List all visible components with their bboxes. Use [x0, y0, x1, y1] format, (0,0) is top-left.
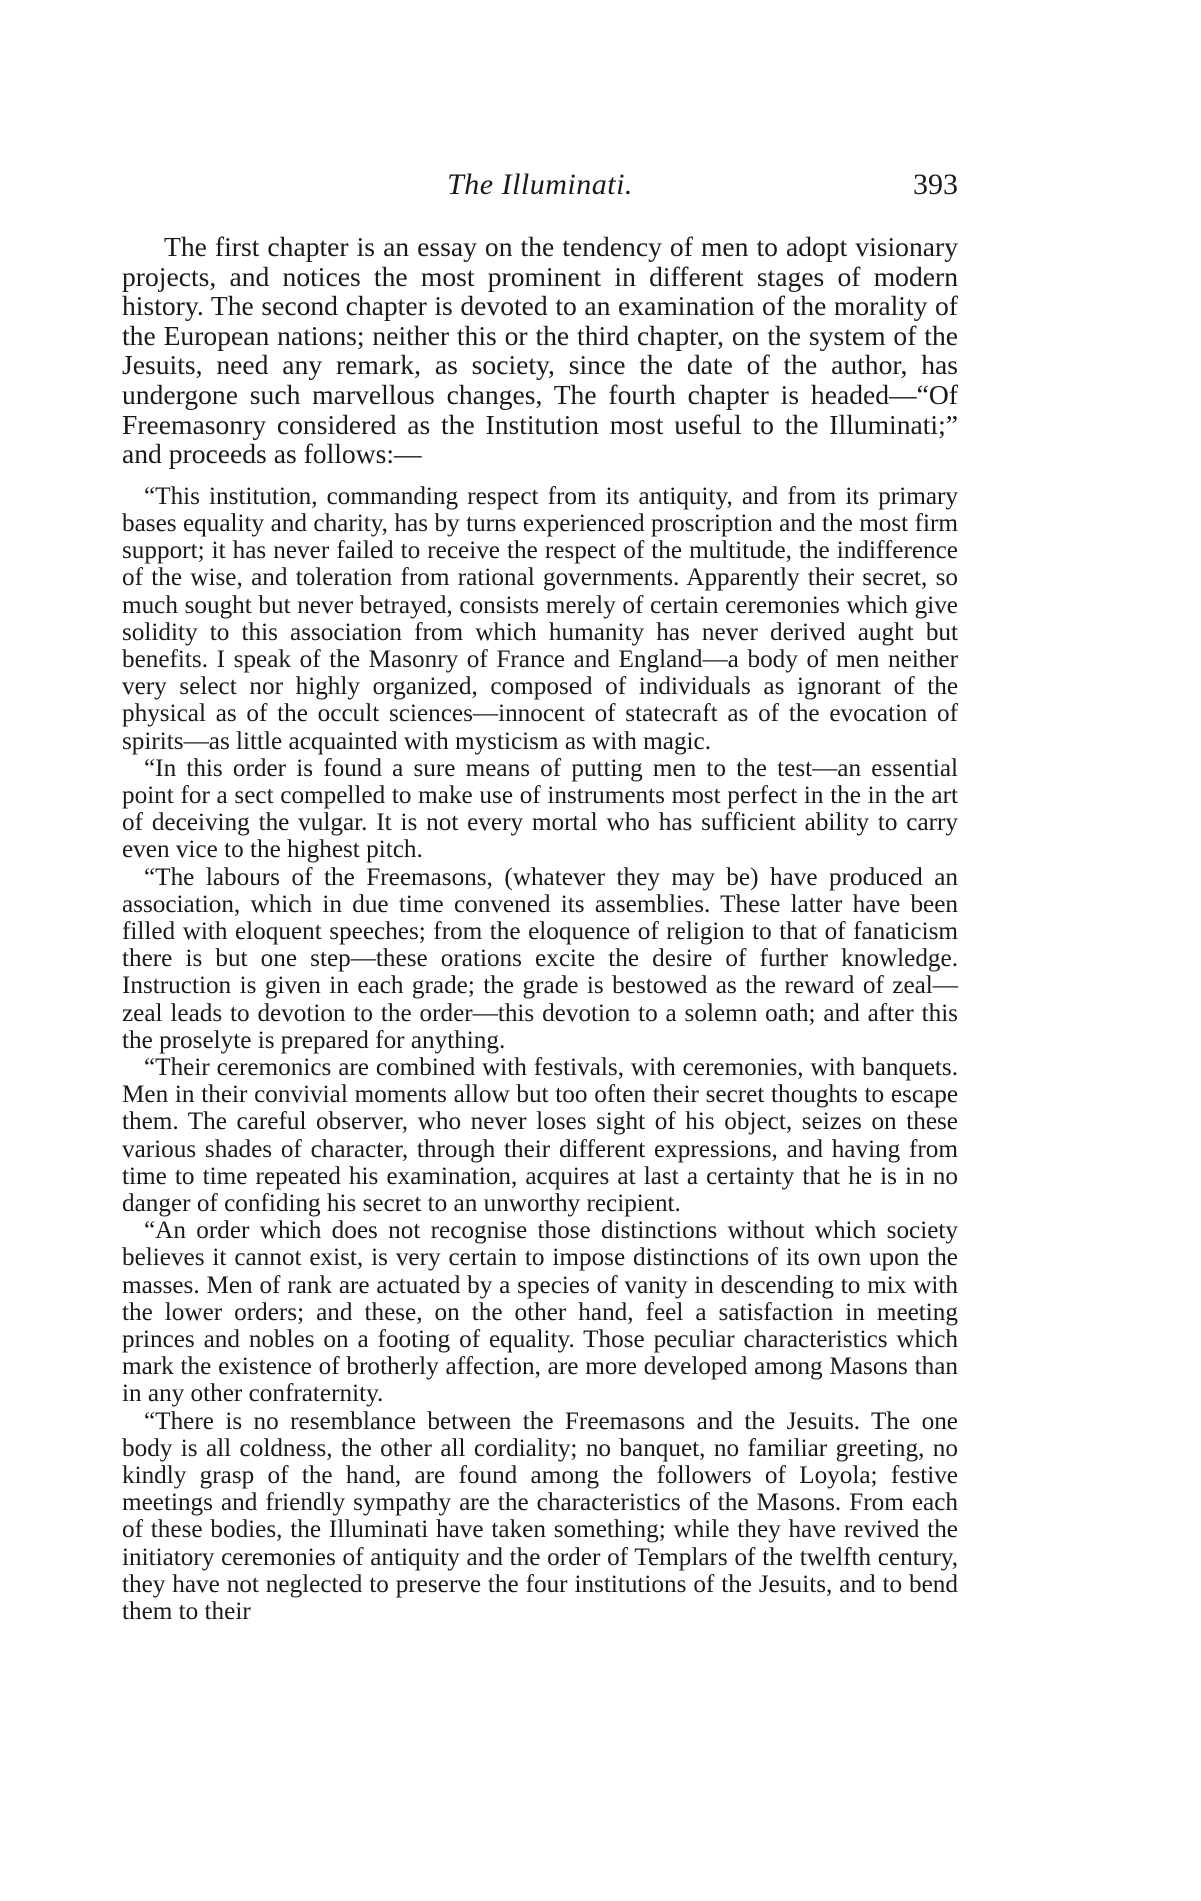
intro-paragraph: The first chapter is an essay on the tendency of men to adopt visionary projects, and notices the most prominent in different stages of modern history. The second chapter is devoted to an examination of the morality of the European nations; neither this or the third chapter, on the system of the Jesuits, need any remark, as society, since the date of the author, has undergone such marvellous changes, The fourth chapter is headed—“Of Freemasonry considered as the Institution most useful to the Illuminati;” and proceeds as follows:— — [122, 231, 958, 470]
running-head — [122, 168, 958, 208]
quote-paragraph: “The labours of the Freemasons, (whatever they may be) have produced an association, which in due time convened its assemblies. These latter have been filled with eloquent speeches; from the eloquence of religion to that of fanaticism there is but one step—these orations excite the desire of further knowledge. Instruction is given in each grade; the grade is bestowed as the reward of zeal—zeal leads to devotion to the order—this devotion to a solemn oath; and after this the proselyte is prepared for anything. — [122, 863, 958, 1054]
quote-paragraph: “There is no resemblance between the Freemasons and the Jesuits. The one body is all coldness, the other all cordiality; no banquet, no familiar greeting, no kindly grasp of the hand, are found among the followers of Loyola; festive meetings and friendly sympathy are the characteristics of the Masons. From each of these bodies, the Illuminati have taken something; while they have revived the initiatory ceremonies of antiquity and the order of Templars of the twelfth century, they have not neglected to preserve the four institutions of the Jesuits, and to bend them to their — [122, 1407, 958, 1626]
quote-paragraph: “Their ceremonics are combined with festivals, with ceremonies, with banquets. Men in their convivial moments allow but too often their secret thoughts to escape them. The careful observer, who never loses sight of his object, seizes on these various shades of character, through their different expressions, and having from time to time repeated his examination, acquires at last a certainty that he is in no danger of confiding his secret to an unworthy recipient. — [122, 1054, 958, 1218]
running-title: The Illuminati. — [447, 168, 633, 201]
quote-paragraph: “In this order is found a sure means of putting men to the test—an essential point for a sect compelled to make use of instruments most perfect in the in the art of deceiving the vulgar. It is not every mortal who has sufficient ability to carry even vice to the highest pitch. — [122, 754, 958, 864]
quote-paragraph: “This institution, commanding respect from its antiquity, and from its primary bases equality and charity, has by turns experienced proscription and the most firm support; it has never failed to receive the respect of the multitude, the indifference of the wise, and toleration from rational governments. Apparently their secret, so much sought but never betrayed, consists merely of certain ceremonies which give solidity to this association from which humanity has never derived aught but benefits. I speak of the Masonry of France and England—a body of men neither very select nor highly organized, composed of individuals as ignorant of the physical as of the occult sciences—innocent of statecraft as of the evocation of spirits—as little acquainted with mysticism as with magic. — [122, 482, 958, 755]
quote-paragraph: “An order which does not recognise those distinctions without which society believes it cannot exist, is very certain to impose distinctions of its own upon the masses. Men of rank are actuated by a species of vanity in descending to mix with the lower orders; and these, on the other hand, feel a satisfaction in meeting princes and nobles on a footing of equality. Those peculiar characteristics which mark the existence of brotherly affection, are more developed among Masons than in any other confraternity. — [122, 1217, 958, 1408]
page-number: 393 — [913, 168, 958, 201]
body-text — [122, 232, 958, 1625]
